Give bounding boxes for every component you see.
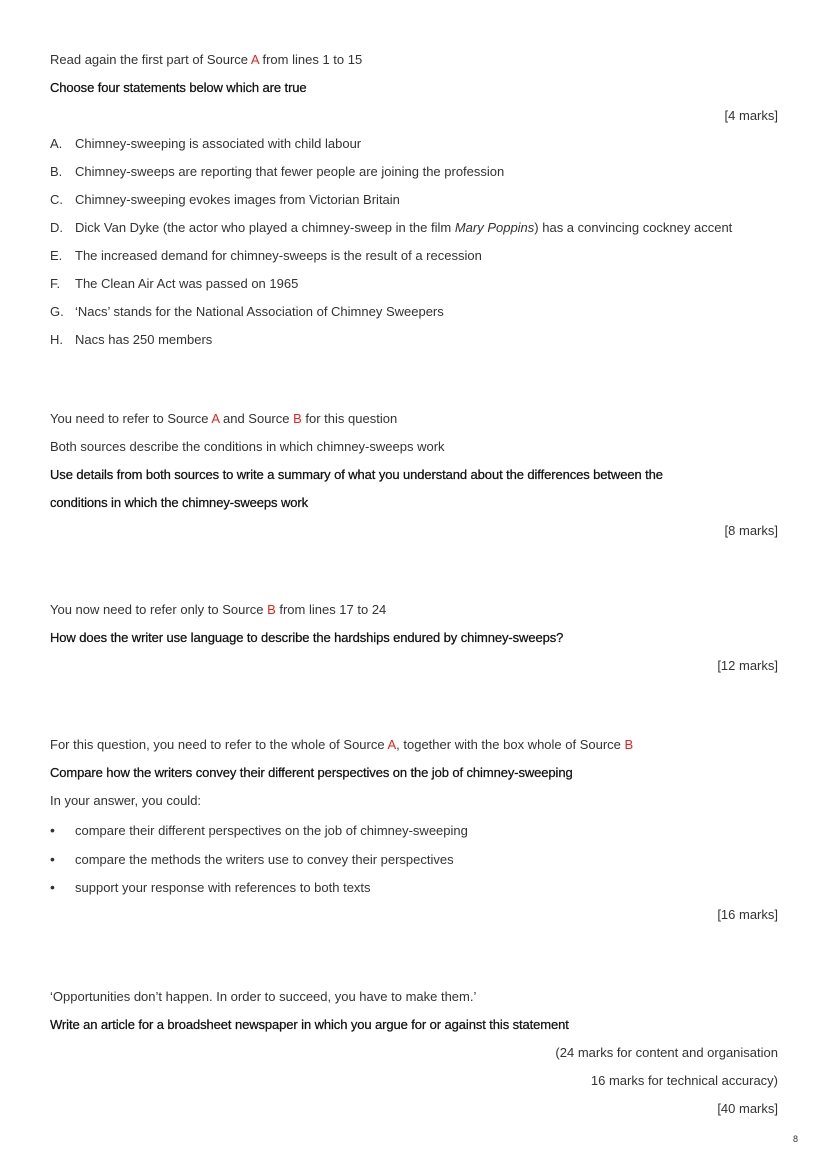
q2-source-a: A <box>211 411 220 426</box>
q2-marks: [8 marks] <box>724 523 778 538</box>
q1-option-g <box>50 303 444 321</box>
q5-marks-total: [40 marks] <box>717 1101 778 1116</box>
q2-source-b: B <box>293 411 302 426</box>
option-letter: E. <box>50 248 63 263</box>
q5-marks-content: (24 marks for content and organisation <box>555 1045 778 1060</box>
q1-option-c <box>50 191 400 209</box>
option-text: ‘Nacs’ stands for the National Association of Chimney Sweepers <box>75 304 444 319</box>
option-letter: H. <box>50 332 63 347</box>
bullet-icon: • <box>50 822 55 838</box>
q2-instruction-end: for this question <box>301 411 398 426</box>
q1-option-b <box>50 163 504 181</box>
q3-instruction-text: You now need to refer only to Source <box>50 602 268 617</box>
option-letter: B. <box>50 164 63 179</box>
q1-option-d <box>50 219 732 237</box>
q3-marks: [12 marks] <box>717 658 778 673</box>
q5-task: Write an article for a broadsheet newspaper in which you argue for or against this statement <box>50 1017 569 1032</box>
q1-marks: [4 marks] <box>724 108 778 123</box>
q2-instruction <box>50 410 397 428</box>
q1-option-f <box>50 275 298 293</box>
option-text: Dick Van Dyke (the actor who played a chimney-sweep in the film <box>75 220 455 235</box>
q2-instruction-text: You need to refer to Source <box>50 411 212 426</box>
q1-option-h <box>50 331 212 349</box>
q1-option-e <box>50 247 482 265</box>
q4-task: Compare how the writers convey their different perspectives on the job of chimney-sweeping <box>50 765 573 780</box>
option-letter: D. <box>50 220 63 235</box>
option-letter: G. <box>50 304 64 319</box>
bullet-text: support your response with references to both texts <box>75 880 371 895</box>
q1-instruction <box>50 51 362 69</box>
option-letter: F. <box>50 276 61 291</box>
q4-source-b: B <box>624 737 634 752</box>
q4-instruction-mid: , together with the box whole of Source <box>396 737 625 752</box>
q4-bullet <box>50 850 454 869</box>
q2-context: Both sources describe the conditions in which chimney-sweeps work <box>50 439 445 454</box>
bullet-icon: • <box>50 851 55 867</box>
option-text: Chimney-sweeping is associated with child labour <box>75 136 362 151</box>
q4-instruction <box>50 736 633 754</box>
q1-option-a <box>50 135 361 153</box>
q3-task: How does the writer use language to describe the hardships endured by chimney-sweeps? <box>50 630 564 645</box>
bullet-text: compare their different perspectives on the job of chimney-sweeping <box>75 823 468 838</box>
q4-marks: [16 marks] <box>717 907 778 922</box>
q5-marks-accuracy: 16 marks for technical accuracy) <box>590 1073 778 1088</box>
q1-instruction-text: Read again the first part of Source <box>50 52 251 67</box>
q3-instruction-lines: from lines 17 to 24 <box>275 602 387 617</box>
option-text: The increased demand for chimney-sweeps is the result of a recession <box>75 248 482 263</box>
q3-source-letter: B <box>267 602 276 617</box>
q1-source-letter: A <box>250 52 259 67</box>
q5-quote: ‘Opportunities don’t happen. In order to succeed, you have to make them.’ <box>50 989 477 1004</box>
option-letter: A. <box>50 136 63 151</box>
option-text: The Clean Air Act was passed on 1965 <box>75 276 299 291</box>
q1-task: Choose four statements below which are true <box>50 80 307 95</box>
bullet-icon: • <box>50 879 55 895</box>
film-title: Mary Poppins <box>454 220 535 235</box>
q4-bullet <box>50 821 468 840</box>
page-number: 8 <box>792 1134 798 1144</box>
option-text: Nacs has 250 members <box>75 332 213 347</box>
q2-task-line2: conditions in which the chimney-sweeps work <box>50 495 308 510</box>
option-letter: C. <box>50 192 63 207</box>
q1-instruction-lines: from lines 1 to 15 <box>258 52 363 67</box>
option-text-end: ) has a convincing cockney accent <box>534 220 733 235</box>
bullet-text: compare the methods the writers use to convey their perspectives <box>75 852 454 867</box>
option-text: Chimney-sweeps are reporting that fewer people are joining the profession <box>75 164 505 179</box>
q3-instruction <box>50 601 386 619</box>
q2-task-line1: Use details from both sources to write a summary of what you understand about the differences between the <box>50 467 663 482</box>
q4-instruction-text: For this question, you need to refer to the whole of Source <box>50 737 388 752</box>
option-text: Chimney-sweeping evokes images from Victorian Britain <box>75 192 400 207</box>
q4-intro: In your answer, you could: <box>50 793 202 808</box>
q4-bullet <box>50 878 371 897</box>
q4-source-a: A <box>387 737 397 752</box>
q2-instruction-mid: and Source <box>219 411 294 426</box>
